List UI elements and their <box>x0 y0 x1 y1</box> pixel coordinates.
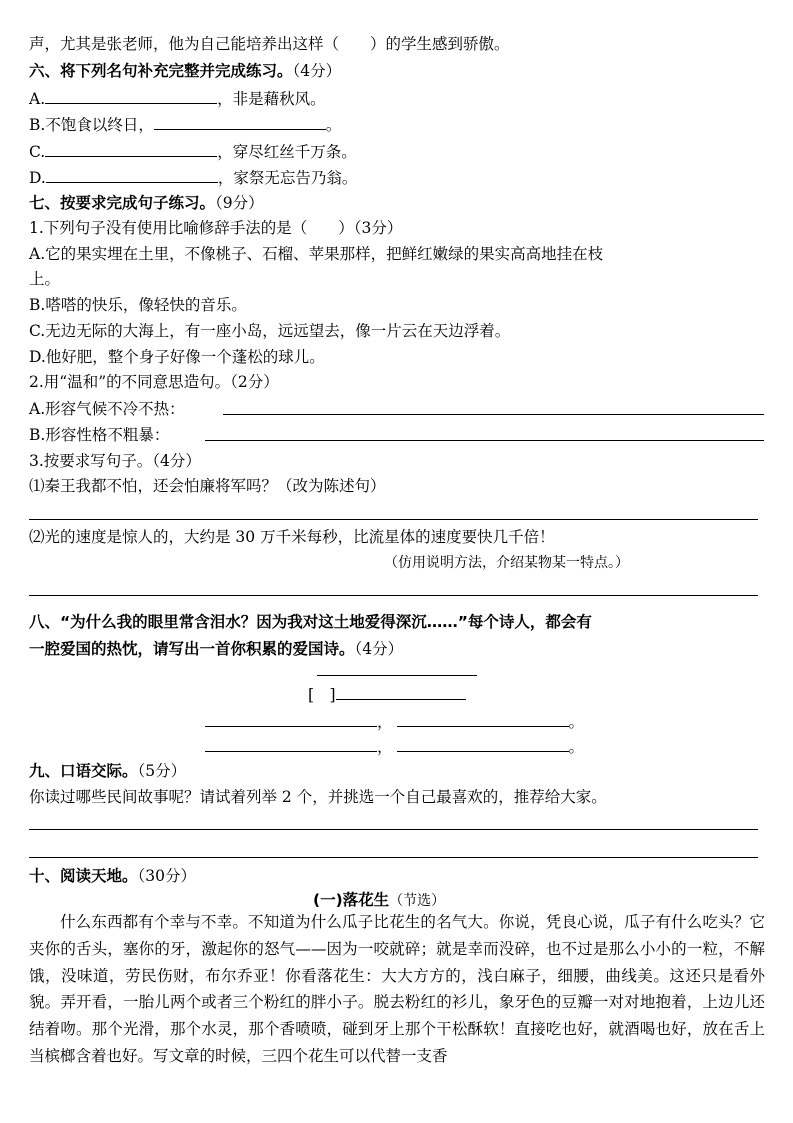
answer-blank[interactable] <box>45 141 217 157</box>
answer-line[interactable] <box>29 595 758 596</box>
section-8-heading: 八、“为什么我的眼里常含泪水？因为我对这土地爱得深沉……”每个诗人，都会有 <box>29 613 592 631</box>
answer-line[interactable] <box>223 414 764 415</box>
answer-line[interactable] <box>205 440 764 441</box>
s6-item-d: D. ，家祭无忘告乃翁。 <box>29 169 358 187</box>
answer-line[interactable] <box>29 857 758 858</box>
s7-q3-item-1: ⑴秦王我都不怕，还会怕廉将军吗？（改为陈述句） <box>29 477 386 495</box>
s7-q1-option-d: D.他好肥，整个身子好像一个蓬松的球儿。 <box>29 348 325 366</box>
section-6-heading: 六、将下列名句补充完整并完成练习。（4分） <box>29 62 342 80</box>
poem-title-line[interactable] <box>317 675 477 676</box>
s7-q2-option-b: B.形容性格不粗暴： <box>29 426 170 444</box>
answer-blank[interactable] <box>154 114 326 130</box>
answer-blank[interactable] <box>205 736 377 752</box>
section-10-heading: 十、阅读天地。（30分） <box>29 867 196 885</box>
poem-line-1: ， 。 <box>205 711 584 732</box>
reading-passage: 什么东西都有个幸与不幸。不知道为什么瓜子比花生的名气大。你说，凭良心说，瓜子有什么吃头？它夹你的舌头，塞你的牙，激起你的怒气——因为一咬就碎；就是幸而没碎，也不过是那么小小的一粒，不解饿，没味道，劳民伤财，布尔乔亚！你看落花生：大大方方的，浅白麻子，细腰，曲线美。这还只是看外貌。弄开看，一胎儿两个或者三个粉红的胖小子。脱去粉红的衫儿，象牙色的豆瓣一对对地抱着，上边儿还结着吻。那个光滑，那个水灵，那个香喷喷，碰到牙上那个干松酥软！直接吃也好，就酒喝也好，放在舌上当槟榔含着也好。写文章的时候，三四个花生可以代替一支香 <box>29 913 765 1065</box>
s7-q1-option-a-cont: 上。 <box>29 270 61 288</box>
reading-title: (一)落花生（节选） <box>313 891 446 909</box>
s7-q1-option-c: C.无边无际的大海上，有一座小岛，远远望去，像一片云在天边浮着。 <box>29 322 511 340</box>
s6-item-a: A. ，非是藉秋风。 <box>29 90 326 108</box>
s7-q1-option-a: A.它的果实埋在土里，不像桃子、石榴、苹果那样，把鲜红嫩绿的果实高高地挂在枝 <box>29 245 604 263</box>
continued-line: 声，尤其是张老师，他为自己能培养出这样（ ）的学生感到骄傲。 <box>29 35 510 53</box>
answer-blank[interactable] <box>205 711 377 727</box>
section-9-heading: 九、口语交际。（5分） <box>29 762 187 780</box>
s7-question-1: 1.下列句子没有使用比喻修辞手法的是（ ）（3分） <box>29 219 403 237</box>
answer-line[interactable] <box>29 519 758 520</box>
answer-blank[interactable] <box>397 736 569 752</box>
s7-q3-item-2: ⑵光的速度是惊人的，大约是 30 万千米每秒，比流星体的速度要快几千倍！ <box>29 528 555 546</box>
s7-q1-option-b: B.嗒嗒的快乐，像轻快的音乐。 <box>29 296 247 314</box>
s6-item-b: B.不饱食以终日， 。 <box>29 116 342 134</box>
author-blank[interactable] <box>336 684 466 700</box>
s9-prompt: 你读过哪些民间故事呢？请试着列举 2 个，并挑选一个自己最喜欢的，推荐给大家。 <box>29 788 607 806</box>
poem-line-2: ， 。 <box>205 736 584 757</box>
s6-item-c: C. ，穿尽红丝千万条。 <box>29 143 357 161</box>
answer-blank[interactable] <box>46 167 218 183</box>
answer-blank[interactable] <box>397 711 569 727</box>
section-7-heading: 七、按要求完成句子练习。（9分） <box>29 194 264 212</box>
answer-blank[interactable] <box>45 88 217 104</box>
s7-question-3: 3.按要求写句子。（4分） <box>29 452 201 470</box>
s7-q3-item-2-note: （仿用说明方法，介绍某物某一特点。） <box>384 555 629 571</box>
poem-author-row <box>308 684 466 705</box>
answer-line[interactable] <box>29 829 758 830</box>
s7-q2-option-a: A.形容气候不冷不热： <box>29 400 185 418</box>
dynasty-bracket: [ ] <box>308 686 336 704</box>
section-8-heading-cont: 一腔爱国的热忱，请写出一首你积累的爱国诗。（4分） <box>29 640 404 658</box>
s7-question-2: 2.用“温和”的不同意思造句。（2分） <box>29 373 279 391</box>
